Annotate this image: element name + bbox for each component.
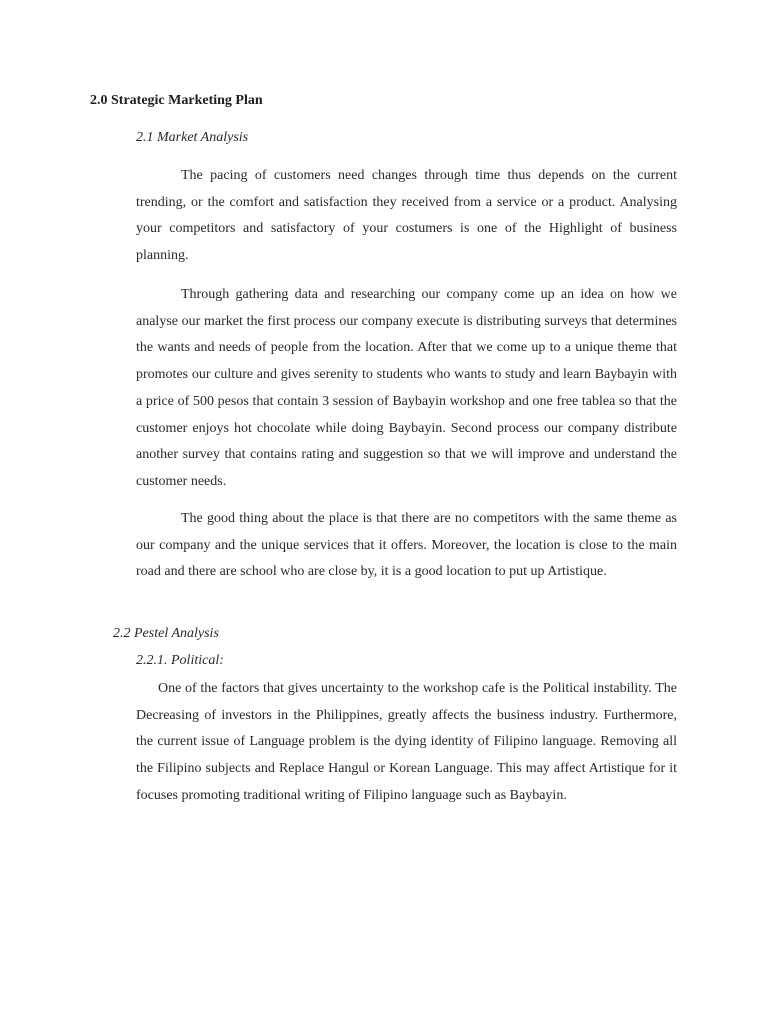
- market-analysis-paragraph-3: The good thing about the place is that there are no competitors with the same theme as our company and the unique services that it offers. Moreover, the location is close to the main road and there are school who are close by, it is a good location to put up Artistique.: [136, 511, 677, 580]
- subsection-title-market-analysis: 2.1 Market Analysis: [136, 130, 249, 145]
- subsection-title-political: 2.2.1. Political:: [136, 653, 224, 668]
- market-analysis-paragraph-1: The pacing of customers need changes through time thus depends on the current trending, or the comfort and satisfaction they received from a service or a product. Analysing your competitors and satisfactory of your costumers is one of the Highlight of business planning.: [136, 168, 677, 264]
- section-heading: 2.0 Strategic Marketing Plan: [90, 93, 263, 108]
- political-paragraph: One of the factors that gives uncertainty to the workshop cafe is the Political instability. The Decreasing of investors in the Philippines, greatly affects the business industry. Furthermore, the current issue of Language problem is the dying identity of Filipino language. Removing all the Filipino subjects and Replace Hangul or Korean Language. This may affect Artistique for it focuses promoting traditional writing of Filipino language such as Baybayin.: [136, 681, 677, 803]
- market-analysis-paragraph-2: Through gathering data and researching our company come up an idea on how we analyse our market the first process our company execute is distributing surveys that determines the wants and needs of people from the location. After that we come up to a unique theme that promotes our culture and gives serenity to students who wants to study and learn Baybayin with a price of 500 pesos that contain 3 session of Baybayin workshop and one free tablea so that the customer enjoys hot chocolate while doing Baybayin. Second process our company distribute another survey that contains rating and suggestion so that we will improve and understand the customer needs.: [136, 287, 677, 489]
- subsection-title-pestel-analysis: 2.2 Pestel Analysis: [113, 626, 219, 641]
